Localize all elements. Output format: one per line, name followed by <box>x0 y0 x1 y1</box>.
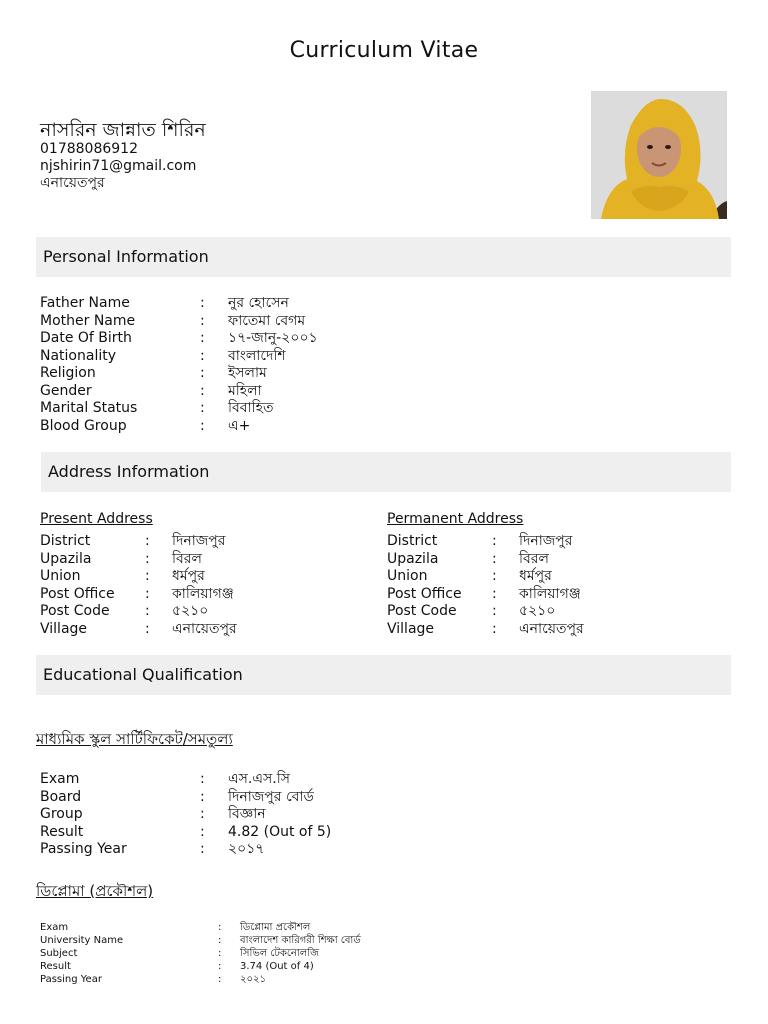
field-value: মহিলা <box>228 382 262 399</box>
diploma-row <box>40 960 460 973</box>
field-value: ২০১৭ <box>228 841 265 858</box>
field-separator: : <box>200 400 205 416</box>
field-label: Result <box>40 961 71 972</box>
permanent-address-row <box>387 586 707 604</box>
personal-info-row <box>40 418 400 436</box>
field-label: Nationality <box>40 347 117 364</box>
ssc-row <box>40 824 400 842</box>
field-separator: : <box>492 550 497 567</box>
field-value: বাংলাদেশ কারিগরী শিক্ষা বোর্ড <box>240 935 361 946</box>
field-separator: : <box>492 585 497 602</box>
field-separator: : <box>492 568 497 585</box>
field-separator: : <box>145 585 150 602</box>
personal-info-row <box>40 330 400 348</box>
field-label: Exam <box>40 771 80 787</box>
diploma-row <box>40 921 460 934</box>
home-location: এনায়েতপুর <box>40 175 105 191</box>
present-address-row <box>40 533 360 551</box>
field-label: Result <box>40 823 84 840</box>
field-value: ধর্মপুর <box>172 568 205 585</box>
field-value: ইসলাম <box>228 365 267 381</box>
present-address-title: Present Address <box>40 511 153 527</box>
field-separator: : <box>200 788 205 805</box>
permanent-address-row <box>387 568 707 586</box>
field-separator: : <box>200 771 205 787</box>
address-info-header: Address Information <box>41 452 731 492</box>
field-label: Passing Year <box>40 974 102 985</box>
field-value: সিভিল টেকনোলজি <box>240 948 320 959</box>
field-label: Post Office <box>40 585 115 602</box>
field-label: Post Code <box>40 603 110 620</box>
field-value: এনায়েতপুর <box>172 621 237 637</box>
field-separator: : <box>492 621 497 637</box>
field-value: কালিয়াগঞ্জ <box>172 585 234 602</box>
field-value: এ+ <box>228 417 251 434</box>
field-value: ডিপ্লোমা প্রকৌশল <box>240 922 311 933</box>
field-separator: : <box>145 550 150 567</box>
field-value: ধর্মপুর <box>519 568 552 585</box>
personal-info-row <box>40 313 400 331</box>
field-separator: : <box>200 841 205 858</box>
field-separator: : <box>492 533 497 549</box>
field-label: Upazila <box>40 550 92 567</box>
personal-info-row <box>40 365 400 383</box>
ssc-row <box>40 841 400 859</box>
diploma-row <box>40 973 460 986</box>
field-separator: : <box>200 365 205 381</box>
field-value: কালিয়াগঞ্জ <box>519 585 581 602</box>
present-address-row <box>40 586 360 604</box>
field-value: নুর হোসেন <box>228 295 289 311</box>
personal-info-row <box>40 383 400 401</box>
diploma-row <box>40 934 460 947</box>
field-value: বিরল <box>519 550 549 567</box>
field-separator: : <box>145 603 150 620</box>
ssc-title: মাধ্যমিক স্কুল সার্টিফিকেট/সমতুল্য <box>36 730 233 748</box>
ssc-row <box>40 789 400 807</box>
field-separator: : <box>218 935 222 946</box>
field-label: Gender <box>40 382 92 399</box>
field-value: দিনাজপুর <box>519 533 573 549</box>
profile-photo <box>591 91 727 219</box>
diploma-row <box>40 947 460 960</box>
email-address: njshirin71@gmail.com <box>40 158 197 174</box>
field-separator: : <box>218 961 222 972</box>
document-title: Curriculum Vitae <box>289 38 479 63</box>
field-value: এনায়েতপুর <box>519 621 584 637</box>
field-label: Group <box>40 806 83 823</box>
field-value: ফাতেমা বেগম <box>228 312 306 329</box>
field-value: ৫২১০ <box>172 603 209 620</box>
personal-info-row <box>40 400 400 418</box>
field-value: 3.74 (Out of 4) <box>240 961 314 972</box>
personal-info-header: Personal Information <box>36 237 731 277</box>
field-separator: : <box>200 347 205 364</box>
field-label: Date Of Birth <box>40 330 132 346</box>
personal-info-row <box>40 295 400 313</box>
field-separator: : <box>200 312 205 329</box>
present-address-row <box>40 603 360 621</box>
field-value: দিনাজপুর <box>172 533 226 549</box>
field-label: Upazila <box>387 550 439 567</box>
field-value: বিজ্ঞান <box>228 806 266 823</box>
ssc-row <box>40 806 400 824</box>
candidate-name: নাসরিন জান্নাত শিরিন <box>40 119 206 141</box>
field-label: Village <box>40 621 88 637</box>
field-value: ১৭-জানু-২০০১ <box>228 330 318 346</box>
field-label: Religion <box>40 365 96 381</box>
present-address-row <box>40 568 360 586</box>
field-separator: : <box>200 330 205 346</box>
field-value: বিরল <box>172 550 202 567</box>
present-address-row <box>40 551 360 569</box>
field-label: Board <box>40 788 82 805</box>
field-label: Post Office <box>387 585 462 602</box>
permanent-address-row <box>387 533 707 551</box>
field-value: ৫২১০ <box>519 603 556 620</box>
field-separator: : <box>200 417 205 434</box>
field-separator: : <box>492 603 497 620</box>
present-address-row <box>40 621 360 639</box>
field-label: District <box>387 533 438 549</box>
field-separator: : <box>145 621 150 637</box>
field-label: Mother Name <box>40 312 136 329</box>
field-separator: : <box>218 948 222 959</box>
field-value: ২০২১ <box>240 974 266 985</box>
ssc-row <box>40 771 400 789</box>
diploma-title: ডিপ্লোমা (প্রকৌশল) <box>36 882 154 900</box>
field-separator: : <box>145 533 150 549</box>
permanent-address-row <box>387 603 707 621</box>
field-separator: : <box>200 806 205 823</box>
person-portrait-icon <box>591 91 727 219</box>
field-label: District <box>40 533 91 549</box>
field-separator: : <box>200 823 205 840</box>
field-label: Exam <box>40 922 69 933</box>
field-separator: : <box>200 295 205 311</box>
field-value: বিবাহিত <box>228 400 274 416</box>
field-label: Village <box>387 621 435 637</box>
permanent-address-row <box>387 621 707 639</box>
phone-number: 01788086912 <box>40 141 138 157</box>
field-value: 4.82 (Out of 5) <box>228 823 332 840</box>
field-separator: : <box>218 922 222 933</box>
field-separator: : <box>200 382 205 399</box>
field-label: Union <box>387 568 428 585</box>
field-label: Subject <box>40 948 78 959</box>
permanent-address-row <box>387 551 707 569</box>
personal-info-row <box>40 348 400 366</box>
field-label: Union <box>40 568 81 585</box>
field-label: Passing Year <box>40 841 127 858</box>
field-label: Blood Group <box>40 417 127 434</box>
field-label: University Name <box>40 935 124 946</box>
field-separator: : <box>145 568 150 585</box>
permanent-address-title: Permanent Address <box>387 511 524 527</box>
education-header: Educational Qualification <box>36 655 731 695</box>
field-label: Post Code <box>387 603 457 620</box>
field-separator: : <box>218 974 222 985</box>
field-value: দিনাজপুর বোর্ড <box>228 788 314 805</box>
field-label: Father Name <box>40 295 130 311</box>
field-value: বাংলাদেশি <box>228 347 286 364</box>
field-value: এস.এস.সি <box>228 771 290 787</box>
field-label: Marital Status <box>40 400 138 416</box>
